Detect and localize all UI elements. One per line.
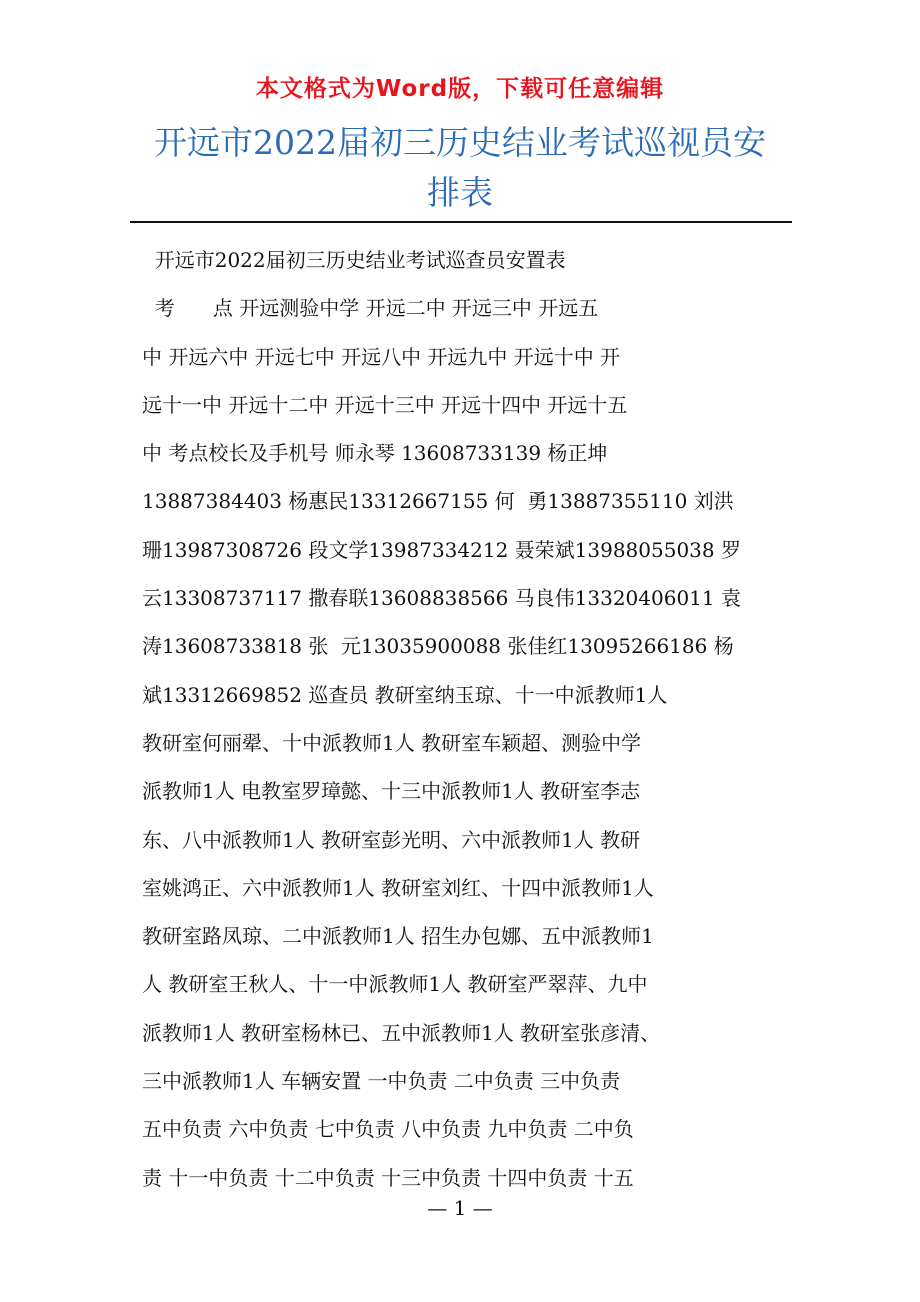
body-line: 室姚鸿正、六中派教师1人 教研室刘红、十四中派教师1人: [142, 875, 654, 900]
page-number: — 1 —: [427, 1196, 493, 1220]
body-line: 五中负责 六中负责 七中负责 八中负责 九中负责 二中负: [142, 1117, 634, 1142]
title-line-1: 开远市2022届初三历史结业考试巡视员安: [154, 123, 766, 162]
format-notice: 本文格式为Word版，下载可任意编辑: [255, 76, 665, 102]
body-line: 教研室路凤琼、二中派教师1人 招生办包娜、五中派教师1: [142, 924, 654, 949]
body-line: 派教师1人 电教室罗璋懿、十三中派教师1人 教研室李志: [142, 779, 641, 804]
body-line: 中 开远六中 开远七中 开远八中 开远九中 开远十中 开: [142, 344, 621, 369]
body-line: 东、八中派教师1人 教研室彭光明、六中派教师1人 教研: [142, 827, 641, 852]
body-line: 中 考点校长及手机号 师永琴 13608733139 杨正坤: [142, 441, 608, 466]
body-line: 三中派教师1人 车辆安置 一中负责 二中负责 三中负责: [142, 1069, 621, 1094]
body-line: 斌13312669852 巡查员 教研室纳玉琼、十一中派教师1人: [142, 682, 668, 707]
body-line: 派教师1人 教研室杨林已、五中派教师1人 教研室张彦清、: [142, 1020, 661, 1045]
body-line: 13887384403 杨惠民13312667155 何 勇13887355110 刘洪: [142, 489, 734, 514]
body-line: 远十一中 开远十二中 开远十三中 开远十四中 开远十五: [142, 392, 628, 417]
title-divider: [130, 221, 792, 223]
body-line: 人 教研室王秋人、十一中派教师1人 教研室严翠萍、九中: [142, 972, 648, 997]
body-line: 责 十一中负责 十二中负责 十三中负责 十四中负责 十五: [142, 1165, 634, 1190]
body-line: 涛13608733818 张 元13035900088 张佳红13095266186 杨: [142, 634, 734, 659]
title-line-2: 排表: [427, 173, 493, 212]
document-title: [120, 118, 800, 218]
body-line: 教研室何丽翚、十中派教师1人 教研室车颖超、测验中学: [142, 730, 642, 755]
body-line: 考 点 开远测验中学 开远二中 开远三中 开远五: [142, 296, 599, 321]
body-line: 云13308737117 撒春联13608838566 马良伟13320406011 袁: [142, 586, 741, 611]
body-line: 开远市2022届初三历史结业考试巡查员安置表: [142, 248, 566, 272]
body-line: 珊13987308726 段文学13987334212 聂荣斌13988055038 罗: [142, 537, 741, 562]
document-body: [142, 236, 782, 1202]
